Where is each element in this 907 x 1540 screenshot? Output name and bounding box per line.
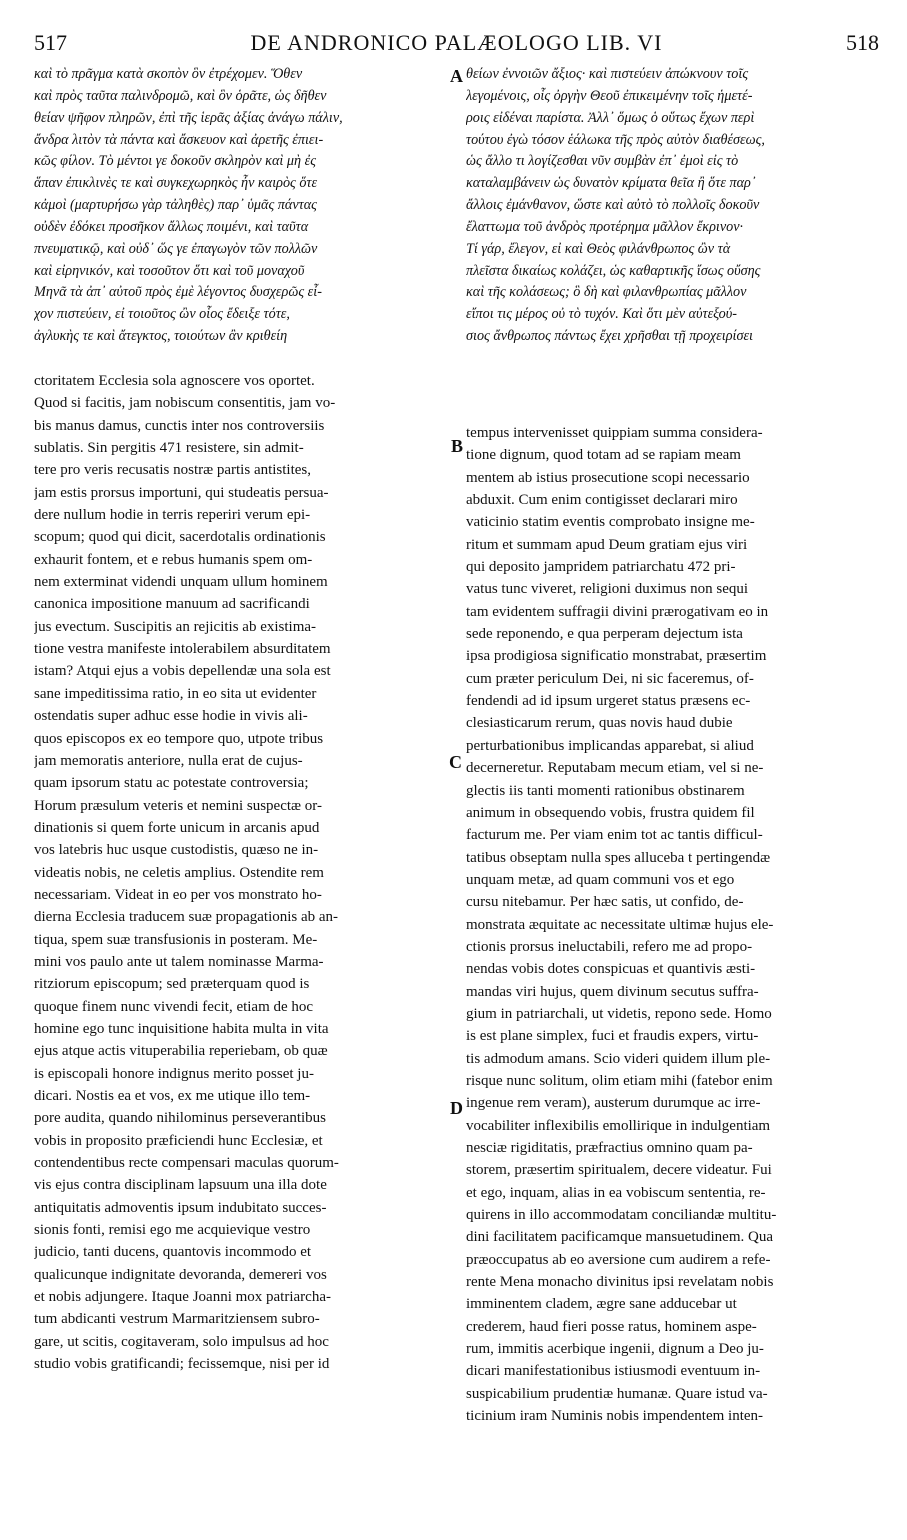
greek-right-line: τούτου ἐγὼ τόσον ἑάλωκα τῆς πρὸς αὐτὸν διαθέσεως,	[466, 131, 765, 148]
latin-left-line: vobis in proposito præficiendi hunc Ecclesiæ, et	[34, 1132, 323, 1149]
latin-left-line: jus evectum. Suscipitis an rejicitis ab existima-	[34, 618, 317, 635]
latin-left-line: sane impeditissima ratio, in eo sita ut evidenter	[34, 685, 317, 702]
greek-right-line: ἔλαττωμα τοῦ ἀνδρὸς προτέρημα μᾶλλον ἔκρινον·	[466, 218, 744, 235]
latin-right-line: animum in obsequendo vobis, frustra quidem fil	[466, 804, 755, 821]
latin-right-line: suspicabilium prudentiæ humanæ. Quare istud va-	[466, 1385, 768, 1402]
latin-left-line: jam estis prorsus importuni, qui studeatis persua-	[34, 484, 329, 501]
latin-left-line: istam? Atqui ejus a vobis depellendæ una sola est	[34, 663, 331, 680]
greek-right-line: σιος ἄνθρωπος πάντως ἔχει χρῆσθαι τῇ προχειρίσει	[466, 328, 753, 345]
latin-right-line: imminentem cladem, ægre sane adducebar ut	[466, 1296, 737, 1313]
latin-right-line: ritum et summam apud Deum gratiam ejus viri	[466, 536, 748, 553]
greek-left-line: Μηνᾶ τὰ ἀπ᾽ αὐτοῦ πρὸς ἐμὲ λέγοντος δυσχερῶς εἶ-	[34, 284, 322, 301]
greek-right-line: θείων ἐννοιῶν ἄξιος· καὶ πιστεύειν ἀπώκνουν τοῖς	[466, 66, 749, 82]
latin-left-line: qualicunque indignitate devoranda, demereri vos	[34, 1266, 327, 1283]
greek-right-line: ἄλλοις ἐμάνθανον, ὥστε καὶ αὐτὸ τὸ πολλοῖς δοκοῦν	[466, 197, 760, 214]
greek-right-line: εἴποι τις μέρος οὐ τὸ τυχόν. Καὶ ὅτι μὲν αὐτεξού-	[466, 306, 737, 323]
latin-right-line: clesiasticarum rerum, quas novis haud dubie	[466, 715, 733, 732]
greek-left-line: οὐδὲν ἐδόκει προσῆκον ἄλλως ποιμένι, καὶ ταῦτα	[34, 218, 309, 235]
latin-right-line: dicari manifestationibus istiusmodi eventuum in-	[466, 1363, 761, 1380]
latin-left-line: quoque finem nunc vivendi fecit, etiam de hoc	[34, 998, 314, 1015]
latin-text-right-column	[466, 422, 878, 1427]
latin-right-line: is est plane simplex, fuci et fraudis expers, virtu-	[466, 1028, 759, 1045]
latin-left-line: quam ipsorum statu ac potestate controversia;	[34, 775, 309, 792]
latin-left-line: sublatis. Sin pergitis 471 resistere, sin admit-	[34, 440, 304, 457]
latin-right-line: quirens in illo accommodatam conciliandæ multitu-	[466, 1207, 777, 1224]
latin-right-line: perturbationibus implicandas apparebat, si aliud	[466, 737, 754, 754]
latin-right-line: vaticinio statim eventis comprobato insigne me-	[466, 514, 755, 531]
latin-right-line: risque nunc solitum, olim etiam mihi (fatebor enim	[466, 1072, 773, 1089]
page-number-left: 517	[34, 30, 67, 55]
greek-right-line: ὡς ἄλλο τι λογίζεσθαι νῦν συμβὰν ἐπ᾽ ἐμοὶ εἰς τὸ	[466, 153, 739, 170]
latin-left-line: vos latebris huc usque custodistis, quæso ne in-	[34, 842, 319, 859]
latin-right-line: unquam metæ, ad quam communi vos et ego	[466, 871, 735, 888]
latin-left-line: dicari. Nostis ea et vos, ex me utique illo tem-	[34, 1088, 311, 1104]
latin-left-line: Horum præsulum veteris et nemini suspectæ or-	[34, 797, 322, 814]
greek-left-line: θείαν ψῆφον πληρῶν, ἐπὶ τῆς ἱερᾶς ἀξίας ἀνάγω πάλιν,	[34, 109, 343, 126]
latin-right-line: rum, immitis acerbique ingenii, dignum a Deo ju-	[466, 1341, 764, 1358]
section-marker-b: B	[451, 436, 464, 456]
latin-right-line: ctionis prorsus ineluctabili, refero me ad propo-	[466, 938, 753, 955]
latin-left-line: canonica impositione manuum ad sacrificandi	[34, 596, 310, 613]
greek-right-line: λεγομένοις, οἷς ὀργὴν Θεοῦ ἐπικειμένην τοῖς ἡμετέ-	[466, 87, 753, 104]
latin-right-line: mandas viri hujus, quem divinum secutus suffra-	[466, 983, 759, 1000]
greek-left-line: ἅπαν ἐπικλινὲς τε καὶ συγκεχωρηκὸς ἦν καιρὸς ὅτε	[34, 175, 318, 192]
latin-left-line: antiquitatis admoventis ipsum indubitato succes-	[34, 1199, 327, 1216]
latin-left-line: jam memoratis anteriore, nulla erat de cujus-	[34, 752, 303, 769]
latin-left-line: et nobis adjungere. Itaque Joanni mox patriarcha-	[34, 1289, 331, 1306]
latin-left-line: ritziorum episcopum; sed præterquam quod is	[34, 976, 310, 993]
latin-right-line: nendas vobis dotes conspicuas et quantivis æsti-	[466, 961, 756, 978]
latin-right-line: glectis iis tanti momenti rationibus obstinarem	[466, 782, 745, 799]
latin-left-line: tere pro veris recusatis nostræ partis antistites,	[34, 462, 312, 479]
latin-right-line: gium in patriarchali, ut videtis, repono sede. Homo	[466, 1005, 772, 1022]
latin-left-line: studio vobis gratificandi; fecissemque, nisi per id	[34, 1356, 330, 1373]
greek-right-line: καταλαμβάνειν ὡς δυνατὸν κρίματα θεῖα ἢ ὅτε παρ᾽	[466, 175, 756, 192]
latin-right-line: ingenue rem veram), austerum durumque ac irre-	[466, 1095, 761, 1112]
greek-left-line: ἄνδρα λιτὸν τὰ πάντα καὶ ἄσκευον καὶ ἀρετῆς ἐπιει-	[34, 131, 324, 148]
latin-right-line: dini facilitatem pacificamque mansuetudinem. Qua	[466, 1229, 773, 1246]
latin-right-line: storem, præsertim spiritualem, decere videatur. Fui	[466, 1162, 772, 1179]
latin-left-line: ejus atque actis vituperabilia reperiebam, ob quæ	[34, 1043, 328, 1060]
latin-left-line: bis manus damus, cunctis inter nos controversiis	[34, 417, 325, 434]
greek-left-line: κἀμοὶ (μαρτυρήσω γὰρ τἀληθὲς) παρ᾽ ὑμᾶς πάντας	[34, 197, 317, 214]
latin-right-line: facturum me. Per viam enim tot ac tantis difficul-	[466, 827, 763, 844]
latin-left-line: is episcopali honore indignus merito posset ju-	[34, 1065, 314, 1082]
latin-left-line: dinationis si quem forte unicum in arcanis apud	[34, 819, 320, 836]
latin-left-line: gare, ut scitis, cogitaveram, solo impulsus ad hoc	[34, 1333, 329, 1350]
greek-left-line: πνευματικῷ, καὶ οὐδ᾽ ὥς γε ἐπαγωγὸν τῶν πολλῶν	[34, 240, 318, 257]
latin-right-line: vatus tunc viveret, religioni duximus non sequi	[466, 581, 749, 598]
latin-left-line: videatis nobis, ne celetis amplius. Ostendite rem	[34, 864, 324, 881]
latin-left-line: tiqua, spem suæ transfusionis in posteram. Me-	[34, 931, 318, 948]
page-number-right: 518	[846, 30, 879, 55]
latin-left-line: necessariam. Videat in eo per vos monstrato ho-	[34, 886, 322, 903]
latin-right-line: nesciæ rigiditatis, præfractius omnino quam pa-	[466, 1140, 753, 1156]
greek-left-line: καὶ τὸ πρᾶγμα κατὰ σκοπὸν ὃν ἐτρέχομεν. Ὅθεν	[34, 66, 303, 82]
latin-right-line: monstrata æquitate ac necessitate ultimæ hujus ele-	[466, 916, 774, 933]
latin-left-line: ostendatis super adhuc esse hodie in vivis ali-	[34, 708, 308, 725]
greek-right-line: ροις εἰδέναι παρίστα. Ἀλλ᾽ ὅμως ὁ οὕτως ἔχων περὶ	[466, 109, 755, 126]
latin-left-line: homine ego tunc inquisitione habita multa in vita	[34, 1020, 329, 1037]
latin-right-line: tis admodum amans. Scio videri quidem illum ple-	[466, 1050, 771, 1067]
latin-right-line: præoccupatus ab eo aversione cum audirem a refe-	[466, 1251, 771, 1268]
latin-right-line: abduxit. Cum enim contigisset declarari miro	[466, 492, 738, 509]
greek-left-line: ἀγλυκὴς τε καὶ ἄτεγκτος, τοιούτων ἂν κριθείη	[34, 328, 288, 345]
section-marker-d: D	[450, 1098, 463, 1118]
latin-left-line: exhaurit fontem, et e rebus humanis spem om-	[34, 551, 313, 568]
latin-right-line: qui deposito jampridem patriarchatu 472 pri-	[466, 559, 736, 576]
greek-right-line: Τί γάρ, ἔλεγον, εἰ καὶ Θεὸς φιλάνθρωπος ὢν τὰ	[466, 240, 731, 257]
latin-right-line: rente Mena monacho divinitus ipsi revelatam nobis	[466, 1274, 774, 1291]
latin-left-line: scopum; quod qui dicit, sacerdotalis ordinationis	[34, 529, 326, 546]
greek-left-line: καὶ πρὸς ταῦτα παλινδρομῶ, καὶ ὃν ὁρᾶτε, ὡς δῆθεν	[34, 87, 327, 104]
greek-text-left-column	[34, 64, 448, 348]
latin-right-line: cum præter periculum Dei, ni sic faceremus, of-	[466, 670, 754, 687]
latin-left-line: vis ejus contra disciplinam lapsuum una illa dote	[34, 1177, 327, 1194]
latin-left-line: Quod si facitis, jam nobiscum consentitis, jam vo-	[34, 395, 336, 412]
latin-right-line: decerneretur. Reputabam mecum etiam, vel si ne-	[466, 760, 764, 777]
greek-right-line: πλεῖστα δικαίως κολάζει, ὡς καθαρτικῆς ἴσως οὔσης	[466, 262, 761, 279]
running-title: DE ANDRONICO PALÆOLOGO LIB. VI	[250, 30, 663, 55]
latin-right-line: crederem, haud fieri posse ratus, hominem aspe-	[466, 1318, 757, 1335]
page-header	[34, 30, 879, 58]
latin-right-line: cursu nitebamur. Per hæc satis, ut confido, de-	[466, 894, 744, 911]
latin-right-line: tatibus obseptam nulla spes alluceba t pertingendæ	[466, 849, 771, 866]
greek-left-line: καὶ εἰρηνικόν, καὶ τοσοῦτον ὅτι καὶ τοῦ μοναχοῦ	[34, 262, 305, 279]
section-marker-c: C	[449, 752, 462, 772]
greek-left-line: χον πιστεύειν, εἰ τοιοῦτος ὢν οἷος ἔδειξε τότε,	[34, 306, 290, 323]
latin-left-line: tum abdicanti vestrum Marmaritziensem subro-	[34, 1311, 320, 1328]
latin-left-line: dere nullum hodie in terris reperiri verum epi-	[34, 507, 311, 524]
latin-left-line: quos episcopos ex eo tempore quo, utpote tribus	[34, 730, 324, 747]
latin-right-line: sede reponendo, e qua perperam dejectum ista	[466, 626, 743, 643]
latin-left-line: contendentibus recte compensari maculas quorum-	[34, 1155, 339, 1172]
latin-right-line: fendendi ad id ipsum urgeret status præsens ec-	[466, 693, 751, 710]
latin-left-line: judicio, tanti ducens, quantovis incommodo et	[34, 1244, 312, 1261]
latin-right-line: tempus intervenisset quippiam summa considera-	[466, 425, 763, 441]
latin-right-line: mentem ab istius prosecutione scopi necessario	[466, 469, 750, 486]
greek-left-line: κῶς φίλον. Τὸ μέντοι γε δοκοῦν σκληρὸν καὶ μὴ ἐς	[34, 153, 316, 170]
section-marker-a: A	[450, 66, 463, 86]
latin-left-line: mini vos paulo ante ut talem nominasse Marma-	[34, 953, 324, 970]
latin-left-line: sionis fonti, remisi ego me acquievique vestro	[34, 1222, 311, 1239]
greek-text-right-column	[466, 64, 878, 348]
latin-right-line: ticinium iram Numinis nobis impendentem inten-	[466, 1408, 764, 1425]
latin-left-line: ctoritatem Ecclesia sola agnoscere vos oportet.	[34, 373, 315, 389]
latin-left-line: tione vestra manifeste intolerabilem absurditatem	[34, 641, 331, 658]
latin-left-line: pore audita, quando nihilominus perseverantibus	[34, 1110, 327, 1127]
latin-right-line: tam evidentem suffragii divini prærogativam eo in	[466, 603, 769, 620]
latin-right-line: vocabiliter inflexibilis emollirique in indulgentiam	[466, 1117, 771, 1134]
latin-text-left-column	[34, 370, 448, 1375]
greek-right-line: καὶ τῆς κολάσεως; ὃ δὴ καὶ φιλανθρωπίας μᾶλλον	[466, 284, 747, 301]
latin-left-line: dierna Ecclesia traducem suæ propagationis ab an-	[34, 909, 339, 926]
latin-right-line: tione dignum, quod totam ad se rapiam meam	[466, 447, 741, 464]
latin-left-line: nem exterminat videndi unquam ullum hominem	[34, 574, 328, 591]
latin-right-line: et ego, inquam, alias in ea vobiscum sententia, re-	[466, 1184, 766, 1201]
latin-right-line: ipsa prodigiosa significatio monstrabat, præsertim	[466, 648, 767, 665]
